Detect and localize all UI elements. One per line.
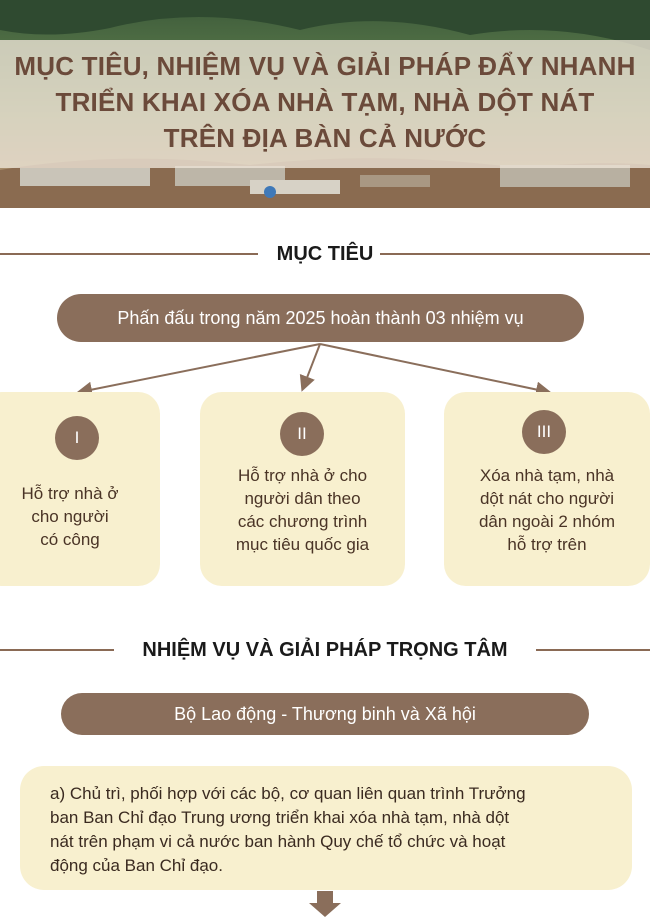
goal-text: Xóa nhà tạm, nhà dột nát cho người dân ngoài 2 nhóm hỗ trợ trên bbox=[478, 466, 616, 554]
tasks-heading: NHIỆM VỤ VÀ GIẢI PHÁP TRỌNG TÂM bbox=[142, 639, 508, 661]
title-line-1: MỤC TIÊU, NHIỆM VỤ VÀ GIẢI PHÁP ĐẨY NHANH bbox=[14, 51, 636, 81]
goals-summary-pill: Phấn đấu trong năm 2025 hoàn thành 03 nhiệm vụ bbox=[57, 294, 584, 342]
task-item-a-text: a) Chủ trì, phối hợp với các bộ, cơ quan liên quan trình Trưởng ban Ban Chỉ đạo Trung ương triển khai xóa nhà tạm, nhà dột nát trên phạm vi cả nước ban hành Quy chế tổ chức và hoạt động của Ban Chỉ đạo. bbox=[50, 784, 526, 875]
title-line-2: TRIỂN KHAI XÓA NHÀ TẠM, NHÀ DỘT NÁT bbox=[55, 87, 595, 117]
goal-card-2 bbox=[200, 392, 405, 586]
title-line-3: TRÊN ĐỊA BÀN CẢ NƯỚC bbox=[163, 123, 487, 153]
goal-card-3 bbox=[444, 392, 650, 586]
goal-text: Hỗ trợ nhà ở cho người dân theo các chương trình mục tiêu quốc gia bbox=[235, 466, 370, 554]
goal-number-badge: II bbox=[280, 412, 324, 456]
goals-heading: MỤC TIÊU bbox=[276, 243, 374, 265]
agency-pill: Bộ Lao động - Thương binh và Xã hội bbox=[61, 693, 589, 735]
goal-card-1 bbox=[0, 392, 160, 586]
goal-number-badge: I bbox=[55, 416, 99, 460]
down-arrow-icon bbox=[309, 891, 341, 917]
tasks-heading-row bbox=[0, 635, 650, 665]
goal-text: Hỗ trợ nhà ở cho người có công bbox=[21, 484, 119, 549]
goal-number-badge: III bbox=[522, 410, 566, 454]
task-item-a bbox=[20, 766, 632, 890]
